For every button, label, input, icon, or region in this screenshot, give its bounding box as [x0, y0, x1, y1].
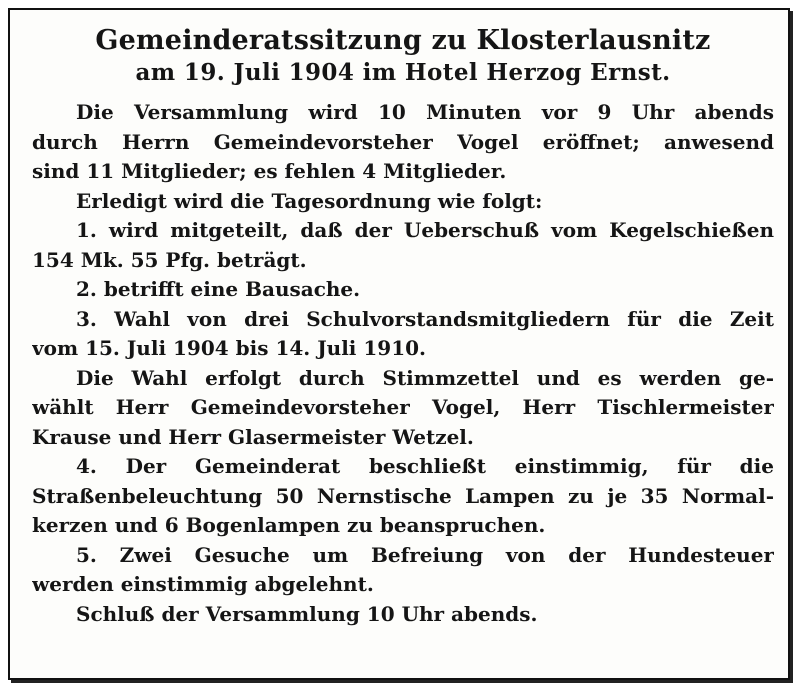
article-line: kerzen und 6 Bogenlampen zu beanspruchen.: [32, 513, 546, 537]
article-title: Gemeinderatssitzung zu Klosterlausnitz: [95, 25, 711, 56]
article-body: [32, 98, 774, 629]
article-line: Erledigt wird die Tagesordnung wie folgt:: [76, 188, 543, 213]
article-line: 5. Zwei Gesuche um Befreiung von der Hundesteuer: [76, 542, 774, 567]
article-subtitle: am 19. Juli 1904 im Hotel Herzog Ernst.: [135, 59, 671, 86]
article-line: Die Wahl erfolgt durch Stimmzettel und es werden ge-: [76, 365, 774, 390]
article-line: Schluß der Versammlung 10 Uhr abends.: [76, 601, 538, 626]
article-line: 1. wird mitgeteilt, daß der Ueberschuß vom Kegelschießen: [76, 218, 774, 242]
article-line: sind 11 Mitglieder; es fehlen 4 Mitglieder.: [32, 159, 507, 183]
article-line: wählt Herr Gemeindevorsteher Vogel, Herr Tischlermeister: [32, 395, 774, 419]
article-line: durch Herrn Gemeindevorsteher Vogel eröffnet; anwesend: [32, 129, 774, 154]
article-line: vom 15. Juli 1904 bis 14. Juli 1910.: [32, 336, 426, 360]
newspaper-article: [32, 24, 774, 629]
article-line: Die Versammlung wird 10 Minuten vor 9 Uhr abends: [76, 100, 774, 124]
clipping-frame: [8, 8, 790, 680]
article-line: werden einstimmig abgelehnt.: [32, 572, 374, 596]
article-line: 4. Der Gemeinderat beschließt einstimmig, für die: [76, 454, 774, 478]
article-line: 154 Mk. 55 Pfg. beträgt.: [32, 247, 307, 272]
article-line: Krause und Herr Glasermeister Wetzel.: [32, 424, 474, 449]
article-line: 3. Wahl von drei Schulvorstandsmitgliedern für die Zeit: [76, 306, 774, 331]
article-line: 2. betrifft eine Bausache.: [76, 277, 361, 301]
article-line: Straßenbeleuchtung 50 Nernstische Lampen zu je 35 Normal-: [32, 483, 774, 508]
